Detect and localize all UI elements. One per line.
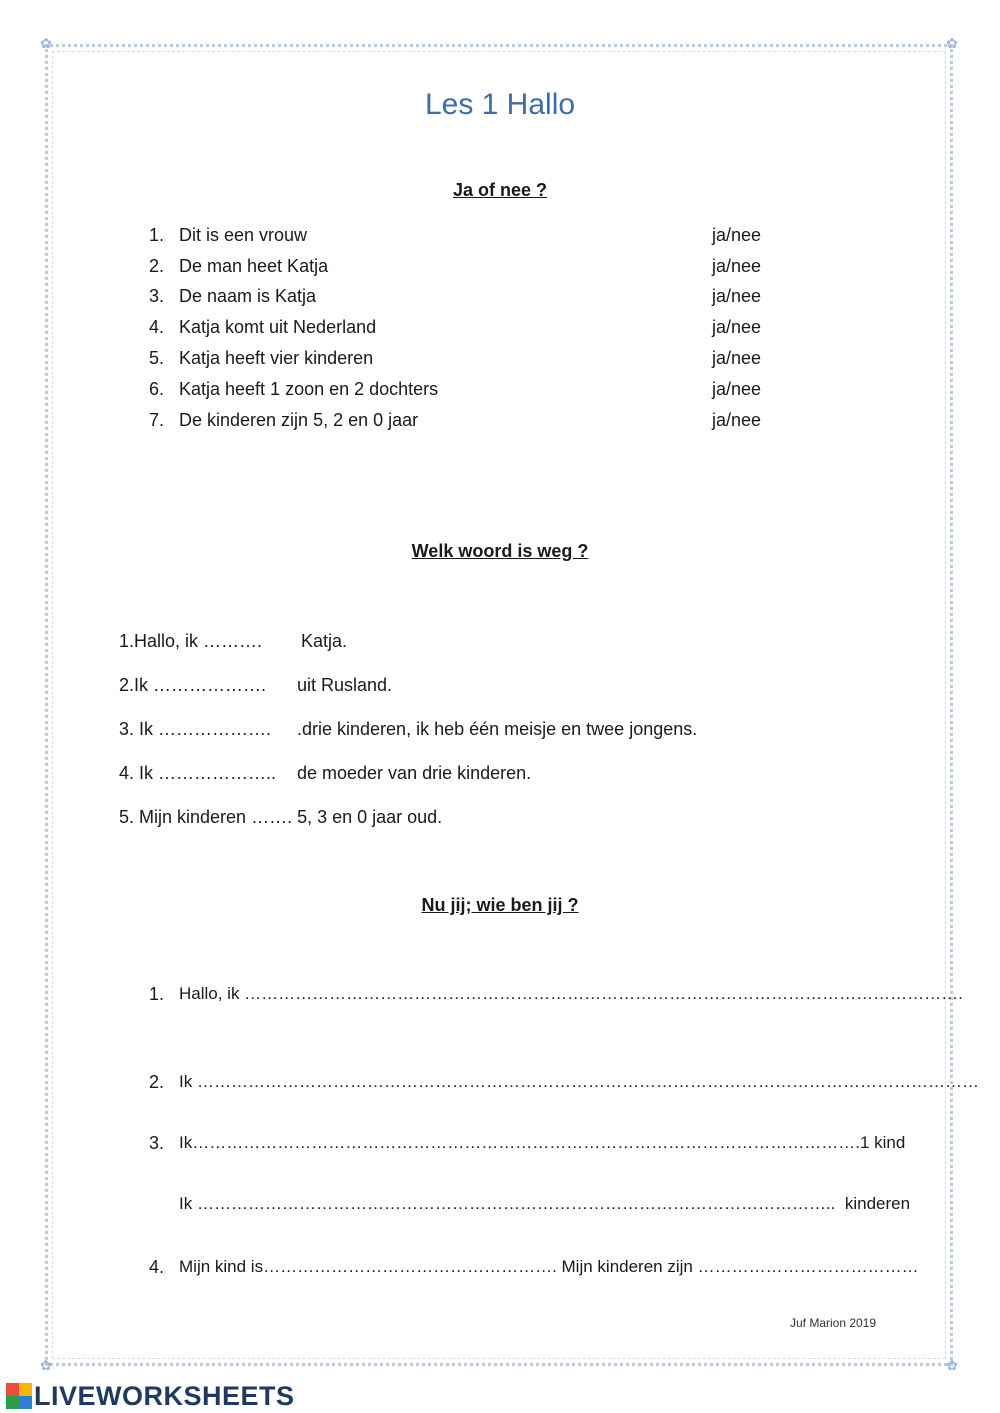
item-text: Dit is een vrouw [179, 225, 308, 245]
item-number: 2. [148, 256, 164, 276]
answer-line[interactable]: Ik……………………………………………………………………………………………………….1 kind [179, 1133, 906, 1152]
item-text: De naam is Katja [179, 286, 317, 306]
author-credit: Juf Marion 2019 [790, 1316, 877, 1330]
answer-option[interactable]: ja/nee [712, 286, 762, 306]
answer-line[interactable]: Ik ………………………………………………………………………………………………….. kinderen [179, 1194, 911, 1213]
item-number: 4. [148, 317, 164, 337]
corner-ornament-icon: ✿ [40, 1358, 52, 1374]
sentence-end: de moeder van drie kinderen. [297, 763, 532, 783]
answer-option[interactable]: ja/nee [712, 317, 762, 337]
item-number: 5. [148, 348, 164, 368]
section-heading-ja-of-nee: Ja of nee ? [452, 180, 548, 200]
item-number: 3. [148, 1133, 164, 1153]
answer-line[interactable]: Hallo, ik ………………………………………………………………………………………………………………. [179, 984, 963, 1003]
item-number: 2. [148, 1072, 164, 1092]
sentence-start[interactable]: 4. Ik ……………….. [119, 763, 277, 783]
answer-option[interactable]: ja/nee [712, 225, 762, 245]
answer-option[interactable]: ja/nee [712, 410, 762, 430]
brand-logo[interactable] [6, 1382, 295, 1410]
answer-option[interactable]: ja/nee [712, 348, 762, 368]
sentence-start[interactable]: 1.Hallo, ik ………. [119, 631, 263, 651]
item-text: Katja komt uit Nederland [179, 317, 377, 337]
item-number: 1. [148, 225, 164, 245]
item-number: 3. [148, 286, 164, 306]
sentence-start[interactable]: 3. Ik ………………. [119, 719, 272, 739]
answer-option[interactable]: ja/nee [712, 379, 762, 399]
sentence-end: uit Rusland. [297, 675, 393, 695]
answer-line[interactable]: Ik ………………………………………………………………………………………………………………………… [179, 1072, 979, 1091]
liveworksheets-logo-icon [6, 1383, 32, 1409]
section-heading-welk-woord: Welk woord is weg ? [411, 541, 589, 561]
item-text: De man heet Katja [179, 256, 329, 276]
answer-line[interactable]: Mijn kind is……………………………………………. Mijn kinderen zijn ………………………………… [179, 1257, 919, 1276]
page-title: Les 1 Hallo [424, 88, 576, 121]
sentence-start[interactable]: 2.Ik ………………. [119, 675, 267, 695]
item-number: 4. [148, 1257, 164, 1277]
item-text: Katja heeft 1 zoon en 2 dochters [179, 379, 439, 399]
brand-name: LIVEWORKSHEETS [34, 1380, 295, 1411]
item-number: 6. [148, 379, 164, 399]
answer-option[interactable]: ja/nee [712, 256, 762, 276]
item-text: Katja heeft vier kinderen [179, 348, 374, 368]
item-number: 7. [148, 410, 164, 430]
sentence-start[interactable]: 5. Mijn kinderen ……. 5, 3 en 0 jaar oud. [119, 807, 443, 827]
corner-ornament-icon: ✿ [946, 36, 958, 52]
sentence-end: .drie kinderen, ik heb één meisje en twee jongens. [297, 719, 698, 739]
corner-ornament-icon: ✿ [946, 1358, 958, 1374]
corner-ornament-icon: ✿ [40, 36, 52, 52]
item-number: 1. [148, 984, 164, 1004]
section-heading-nu-jij: Nu jij; wie ben jij ? [421, 895, 579, 915]
item-text: De kinderen zijn 5, 2 en 0 jaar [179, 410, 419, 430]
sentence-end: Katja. [301, 631, 348, 651]
